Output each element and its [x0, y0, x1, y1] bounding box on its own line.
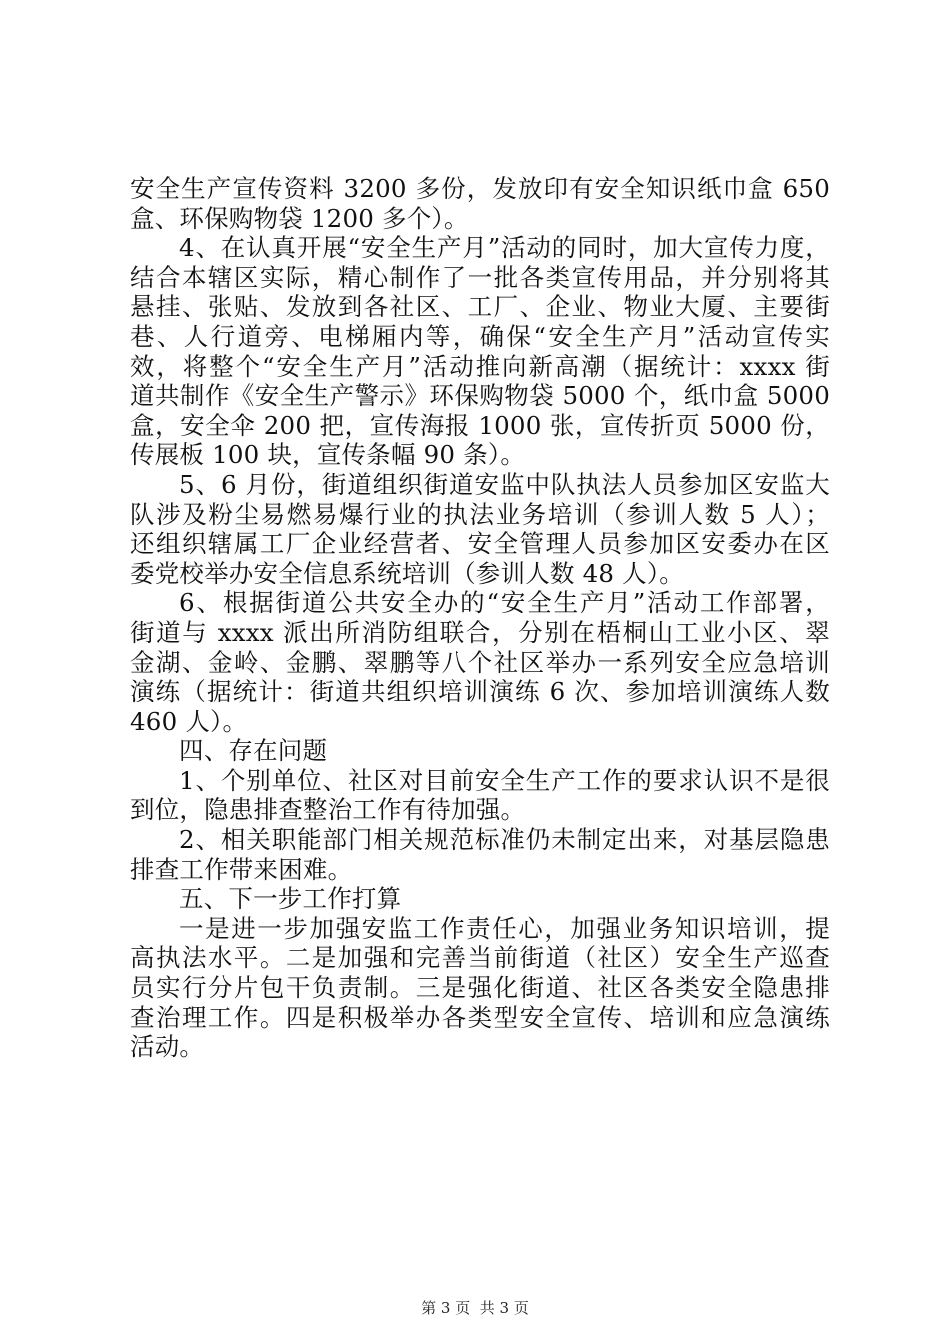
document-body	[130, 174, 830, 1062]
text-line: 一是进一步加强安监工作责任心，加强业务知识培训，提	[179, 913, 830, 943]
text-line: 结合本辖区实际，精心制作了一批各类宣传用品，并分别将其	[130, 262, 830, 292]
text-line: 排查工作带来困难。	[130, 854, 353, 884]
text-line: 安全生产宣传资料 3200 多份，发放印有安全知识纸巾盒 650	[130, 174, 830, 203]
text-line: 四、存在问题	[179, 736, 328, 766]
text-line: 演练（据统计：街道共组织培训演练 6 次、参加培训演练人数	[130, 677, 830, 707]
text-line: 悬挂、张贴、发放到各社区、工厂、企业、物业大厦、主要街	[130, 292, 830, 322]
text-line: 传展板 100 块，宣传条幅 90 条）。	[130, 440, 526, 470]
text-line: 6、根据街道公共安全办的“安全生产月”活动工作部署，	[179, 588, 830, 618]
text-line: 队涉及粉尘易燃易爆行业的执法业务培训（参训人数 5 人）；	[130, 499, 830, 529]
text-line: 道共制作《安全生产警示》环保购物袋 5000 个，纸巾盒 5000	[130, 381, 830, 411]
text-line: 五、下一步工作打算	[179, 884, 402, 914]
text-line: 查治理工作。四是积极举办各类型安全宣传、培训和应急演练	[130, 1002, 830, 1032]
text-line: 盒，安全伞 200 把，宣传海报 1000 张，宣传折页 5000 份，	[130, 410, 830, 440]
text-line: 盒、环保购物袋 1200 多个）。	[130, 203, 469, 233]
text-line: 效，将整个“安全生产月”活动推向新高潮（据统计：xxxx 街	[130, 351, 830, 381]
text-line: 还组织辖属工厂企业经营者、安全管理人员参加区安委办在区	[130, 529, 830, 559]
text-line: 巷、人行道旁、电梯厢内等，确保“安全生产月”活动宣传实	[130, 321, 830, 351]
text-line: 到位，隐患排查整治工作有待加强。	[130, 795, 526, 825]
text-line: 1、个别单位、社区对目前安全生产工作的要求认识不是很	[179, 765, 830, 795]
text-line: 460 人）。	[130, 706, 248, 736]
text-line: 5、6 月份，街道组织街道安监中队执法人员参加区安监大	[179, 469, 830, 499]
text-line: 员实行分片包干负责制。三是强化街道、社区各类安全隐患排	[130, 973, 830, 1003]
text-line: 活动。	[130, 1032, 205, 1062]
text-line: 高执法水平。二是加强和完善当前街道（社区）安全生产巡查	[130, 943, 830, 973]
page-footer: 第 3 页 共 3 页	[421, 1299, 529, 1317]
text-line: 4、在认真开展“安全生产月”活动的同时，加大宣传力度，	[179, 233, 830, 263]
text-line: 2、相关职能部门相关规范标准仍未制定出来，对基层隐患	[179, 825, 830, 855]
text-line: 委党校举办安全信息系统培训（参训人数 48 人）。	[130, 558, 684, 588]
text-line: 金湖、金岭、金鹏、翠鹏等八个社区举办一系列安全应急培训	[130, 647, 830, 677]
text-line: 街道与 xxxx 派出所消防组联合，分别在梧桐山工业小区、翠	[130, 617, 830, 647]
